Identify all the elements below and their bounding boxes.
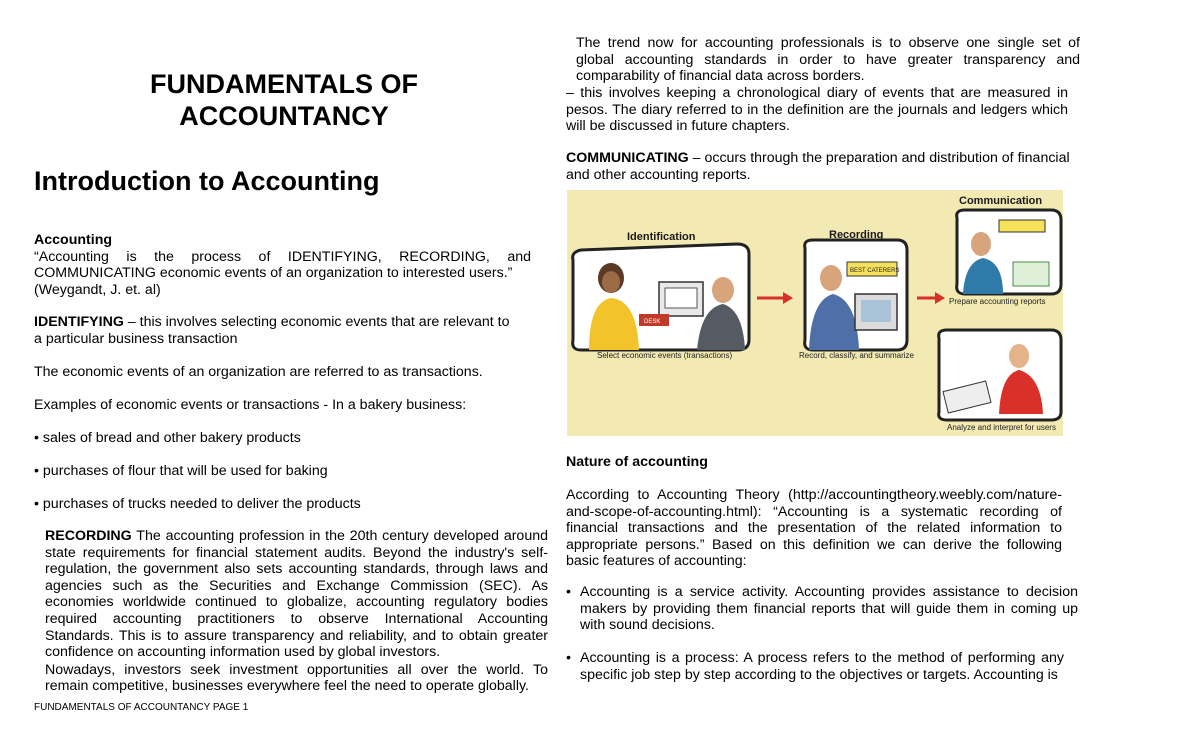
page-title: [34, 68, 534, 132]
page-footer: FUNDAMENTALS OF ACCOUNTANCY PAGE 1: [34, 702, 249, 713]
label-recording: Recording: [829, 229, 884, 241]
identifying-line-2: a particular business transaction: [34, 330, 238, 347]
nature-heading: Nature of accounting: [566, 454, 708, 470]
communication-panel-bottom: [939, 330, 1061, 432]
arrow-1: [757, 292, 793, 304]
left-bullet-3: • purchases of trucks needed to deliver the products: [34, 496, 361, 512]
title-line-1: FUNDAMENTALS OF: [150, 69, 418, 99]
left-bullet-1: • sales of bread and other bakery products: [34, 430, 301, 446]
label-identification: Identification: [627, 231, 696, 243]
right-bullet-1-text: Accounting is a service activity. Accounting provides assistance to decision makers by providing them financial reports that will guide them in coming up with sound decisions.: [580, 584, 1078, 634]
recording-panel: [799, 229, 915, 360]
sign-desk: DESK: [644, 319, 661, 325]
nature-paragraph: According to Accounting Theory (http://accountingtheory.weebly.com/nature-and-scope-of-accounting.html): “Accounting is a systematic recording of financial transactions and the presentation of the related information to appropriate persons.” Based on this definition we can derive the following basic features of accounting:: [566, 487, 1062, 570]
accounting-process-figure: [567, 190, 1063, 436]
caption-identification: Select economic events (transactions): [597, 351, 733, 360]
diary-paragraph: – this involves keeping a chronological diary of events that are measured in pesos. The diary referred to in the definition are the journals and ledgers which will be discussed in future chapters.: [566, 85, 1068, 135]
title-line-2: ACCOUNTANCY: [179, 101, 389, 131]
accounting-definition-block: [34, 232, 531, 298]
right-bullet-2: [566, 650, 1064, 683]
right-bullet-list: [566, 584, 1078, 684]
identifying-line-1: IDENTIFYING – this involves selecting economic events that are relevant to: [34, 314, 510, 330]
recording-term: RECORDING: [45, 528, 132, 544]
accounting-heading: Accounting: [34, 232, 113, 248]
sign-best-caterers: BEST CATERERS: [850, 268, 900, 274]
communication-panel-top: [949, 195, 1061, 306]
identifying-block: [34, 314, 531, 347]
process-illustration: [567, 190, 1063, 436]
accounting-def-line-1: “Accounting is the process of IDENTIFYING, RECORDING, and: [34, 248, 531, 265]
recording-block: [45, 528, 548, 695]
arrow-2: [917, 292, 945, 304]
recording-paragraph: RECORDING The accounting profession in the 20th century developed around state requirements for financial statement audits. Beyond the industry's self-regulation, the government also sets accounting standards, through laws and agencies such as the Securities and Exchange Commission (SEC). As economies worldwide continued to globalize, accounting regulatory bodies required accounting practitioners to observe International Accounting Standards. This is to assure transparency and reliability, and to obtain greater confidence on accounting information used by global investors.: [45, 528, 548, 661]
right-bullet-2-text: Accounting is a process: A process refers to the method of performing any specific job step by step according to the objectives or targets. Accounting is: [580, 650, 1064, 683]
examples-text: Examples of economic events or transactions - In a bakery business:: [34, 397, 467, 413]
trend-paragraph: The trend now for accounting professionals is to observe one single set of global accounting standards in order to have greater transparency and comparability of financial data across borders.: [576, 35, 1080, 85]
bullet-dot-icon: •: [566, 650, 571, 667]
nowadays-paragraph: Nowadays, investors seek investment opportunities all over the world. To remain competitive, businesses everywhere feel the need to operate globally.: [45, 661, 548, 695]
communicating-term: COMMUNICATING: [566, 150, 689, 166]
transactions-text: The economic events of an organization are referred to as transactions.: [34, 364, 483, 380]
caption-prepare: Prepare accounting reports: [949, 297, 1046, 306]
identifying-term: IDENTIFYING: [34, 314, 124, 330]
accounting-def-line-2: COMMUNICATING economic events of an organization to interested users.”: [34, 265, 513, 282]
accounting-def-line-3: (Weygandt, J. et. al): [34, 281, 161, 298]
communicating-paragraph: COMMUNICATING – occurs through the preparation and distribution of financial and other accounting reports.: [566, 150, 1070, 183]
right-bullet-1: [566, 584, 1078, 634]
caption-recording: Record, classify, and summarize: [799, 351, 914, 360]
identification-panel: [573, 198, 749, 360]
left-bullet-2: • purchases of flour that will be used for baking: [34, 463, 328, 479]
caption-analyze: Analyze and interpret for users: [947, 423, 1056, 432]
bullet-dot-icon: •: [566, 584, 571, 600]
section-heading-intro: Introduction to Accounting: [34, 166, 380, 196]
label-communication: Communication: [959, 195, 1043, 207]
